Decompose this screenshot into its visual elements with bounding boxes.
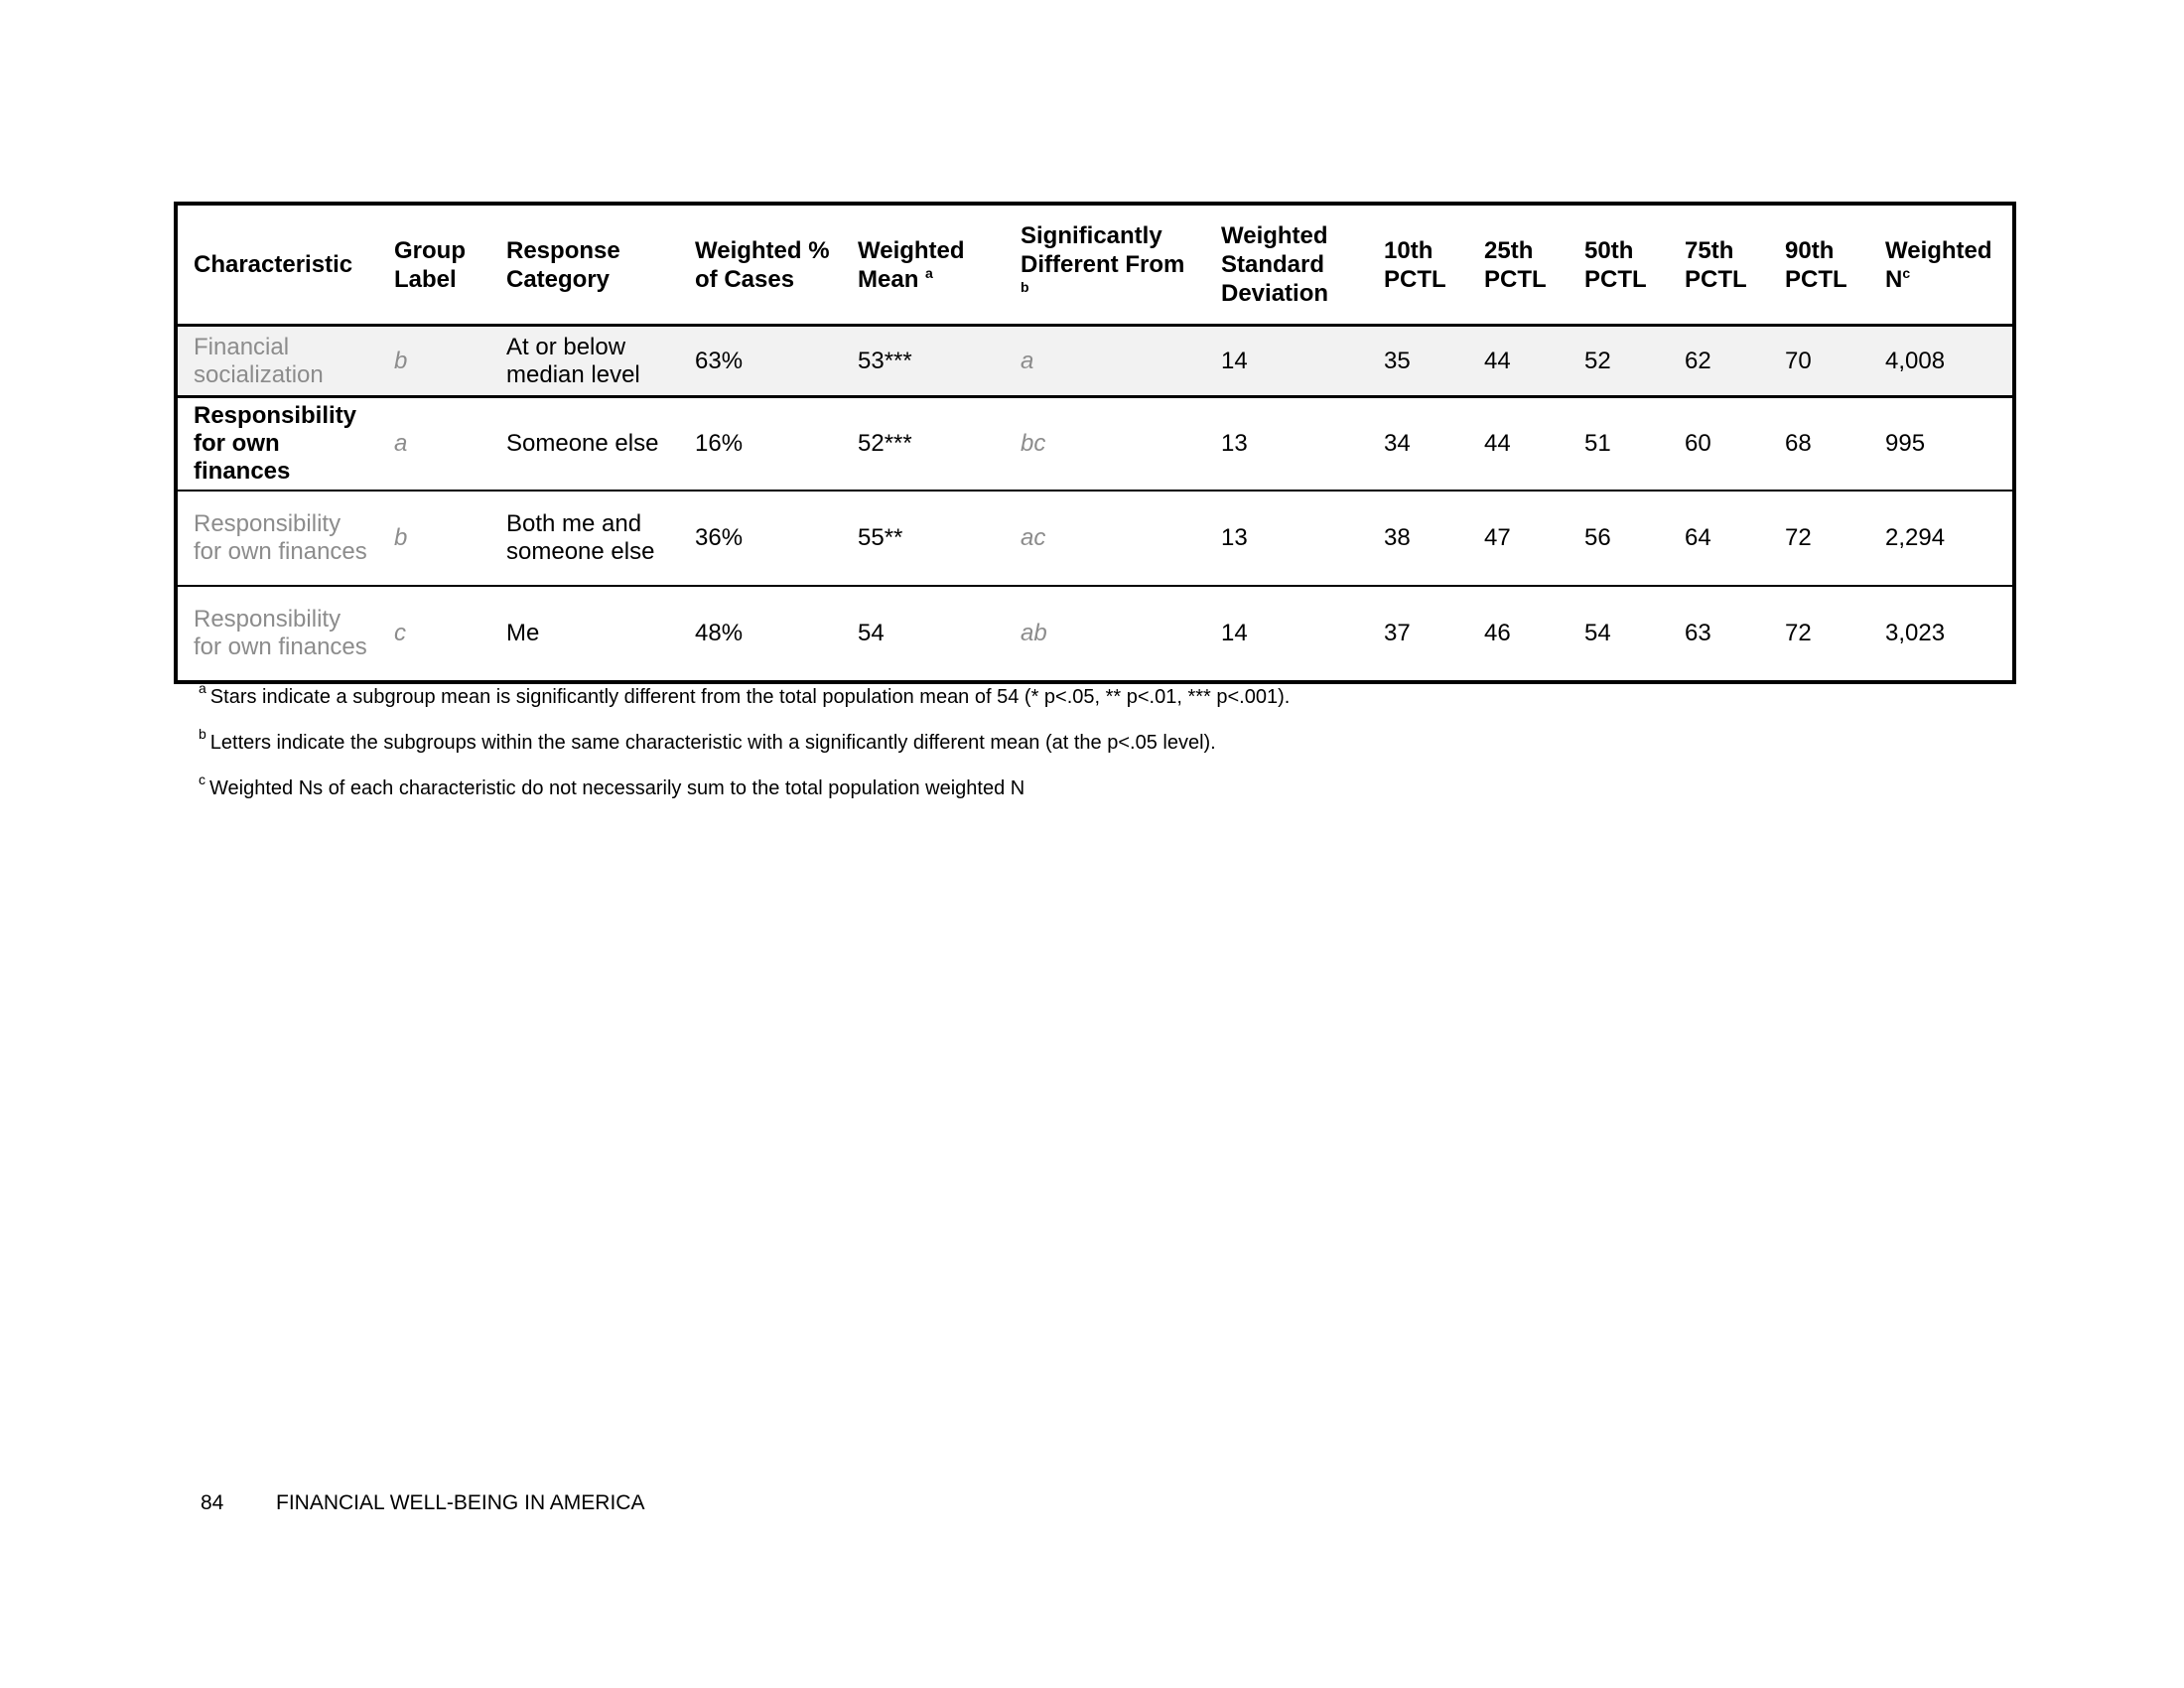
cell-weighted-standard-deviation: 14 bbox=[1205, 326, 1368, 397]
cell-weighted-mean: 52*** bbox=[842, 397, 1005, 492]
cell-10th-pctl: 37 bbox=[1384, 620, 1411, 646]
header-10th-pctl: 10th PCTL bbox=[1368, 206, 1468, 326]
cell-weighted-pct-cases: 48% bbox=[695, 620, 744, 646]
footnote-marker-b: b bbox=[1021, 279, 1029, 295]
table-row bbox=[178, 326, 2012, 397]
header-group-label: Group Label bbox=[378, 206, 490, 326]
cell-25th-pctl: 47 bbox=[1468, 491, 1569, 586]
cell-weighted-pct-cases: 63% bbox=[679, 326, 842, 397]
cell-50th-pctl: 54 bbox=[1584, 620, 1611, 646]
cell-characteristic: Responsibility for own finances bbox=[178, 397, 378, 492]
cell-response-category: At or below median level bbox=[490, 326, 679, 397]
header-90th-pctl: 90th PCTL bbox=[1769, 206, 1869, 326]
cell-group-label: b bbox=[378, 491, 490, 586]
table-row bbox=[178, 586, 2012, 680]
cell-weighted-pct-cases: 36% bbox=[679, 491, 842, 586]
results-table bbox=[178, 206, 2012, 680]
header-characteristic: Characteristic bbox=[178, 206, 378, 326]
cell-25th-pctl: 44 bbox=[1468, 397, 1569, 492]
header-weighted-mean: Weighted Mean $^a$ bbox=[842, 206, 1005, 326]
table-header-row bbox=[178, 206, 2012, 326]
cell-weighted-n: 3,023 bbox=[1885, 620, 1946, 646]
cell-25th-pctl: 44 bbox=[1468, 326, 1569, 397]
header-75th-pctl: 75th PCTL bbox=[1669, 206, 1769, 326]
header-weighted-standard-deviation: Weighted Standard Deviation bbox=[1205, 206, 1368, 326]
cell-weighted-n: 2,294 bbox=[1869, 491, 2012, 586]
cell-significantly-different-from: ac bbox=[1005, 491, 1205, 586]
header-significantly-different-from: Significantly Different From $^b$ bbox=[1005, 206, 1205, 326]
footnotes bbox=[199, 680, 1985, 822]
cell-weighted-mean: 55** bbox=[842, 491, 1005, 586]
cell-response-category: Both me and someone else bbox=[490, 491, 679, 586]
cell-90th-pctl: 68 bbox=[1769, 397, 1869, 492]
cell-significantly-different-from: a bbox=[1005, 326, 1205, 397]
footnote-a bbox=[199, 680, 1985, 709]
cell-characteristic: Financial socialization bbox=[178, 326, 378, 397]
header-weighted-n: Weighted $N^c$ bbox=[1869, 206, 2012, 326]
cell-50th-pctl: 56 bbox=[1569, 491, 1669, 586]
cell-group-label: b bbox=[378, 326, 490, 397]
page-footer bbox=[201, 1491, 644, 1515]
footnote-text: Letters indicate the subgroups within the same characteristic with a significantly different mean (at the p<.05 level). bbox=[209, 732, 1216, 754]
cell-significantly-different-from: ab bbox=[1021, 620, 1047, 646]
cell-response-category: Me bbox=[506, 620, 540, 646]
cell-group-label: c bbox=[394, 620, 406, 646]
cell-90th-pctl: 72 bbox=[1769, 491, 1869, 586]
header-response-category: Response Category bbox=[490, 206, 679, 326]
cell-50th-pctl: 52 bbox=[1569, 326, 1669, 397]
page-number: 84 bbox=[201, 1491, 224, 1514]
table-row bbox=[178, 491, 2012, 586]
footnote-marker-a: a bbox=[925, 264, 933, 281]
cell-weighted-mean: 53*** bbox=[842, 326, 1005, 397]
header-50th-pctl: 50th PCTL bbox=[1569, 206, 1669, 326]
table-row bbox=[178, 397, 2012, 492]
cell-10th-pctl: 35 bbox=[1368, 326, 1468, 397]
header-25th-pctl: 25th PCTL bbox=[1468, 206, 1569, 326]
footnote-marker-c: c bbox=[1902, 264, 1911, 281]
cell-90th-pctl: 70 bbox=[1769, 326, 1869, 397]
cell-25th-pctl: 46 bbox=[1484, 620, 1511, 646]
cell-10th-pctl: 38 bbox=[1368, 491, 1468, 586]
cell-weighted-standard-deviation: 14 bbox=[1221, 620, 1248, 646]
footnote-c bbox=[199, 772, 1985, 800]
cell-90th-pctl: 72 bbox=[1785, 620, 1812, 646]
cell-response-category: Someone else bbox=[490, 397, 679, 492]
footnote-marker: a bbox=[199, 680, 206, 696]
results-table-frame bbox=[174, 202, 2016, 684]
cell-weighted-standard-deviation: 13 bbox=[1205, 491, 1368, 586]
footnote-marker: b bbox=[199, 726, 206, 742]
footnote-text: Stars indicate a subgroup mean is significantly different from the total population mean of 54 (* p<.05, ** p<.01, *** p<.001). bbox=[209, 686, 1291, 708]
cell-75th-pctl: 63 bbox=[1685, 620, 1711, 646]
footnote-b bbox=[199, 726, 1985, 755]
cell-10th-pctl: 34 bbox=[1368, 397, 1468, 492]
cell-characteristic: Responsibility for own finances bbox=[194, 606, 367, 660]
cell-group-label: a bbox=[378, 397, 490, 492]
cell-50th-pctl: 51 bbox=[1569, 397, 1669, 492]
cell-weighted-mean: 54 bbox=[858, 620, 885, 646]
cell-weighted-n: 4,008 bbox=[1869, 326, 2012, 397]
cell-characteristic: Responsibility for own finances bbox=[178, 491, 378, 586]
header-weighted-pct-cases: Weighted % of Cases bbox=[679, 206, 842, 326]
cell-75th-pctl: 62 bbox=[1669, 326, 1769, 397]
cell-weighted-n: 995 bbox=[1869, 397, 2012, 492]
cell-weighted-pct-cases: 16% bbox=[679, 397, 842, 492]
footnote-marker: c bbox=[199, 772, 205, 787]
cell-significantly-different-from: bc bbox=[1005, 397, 1205, 492]
cell-75th-pctl: 60 bbox=[1669, 397, 1769, 492]
cell-75th-pctl: 64 bbox=[1669, 491, 1769, 586]
cell-weighted-standard-deviation: 13 bbox=[1205, 397, 1368, 492]
publication-title: FINANCIAL WELL-BEING IN AMERICA bbox=[276, 1491, 645, 1514]
footnote-text: Weighted Ns of each characteristic do not necessarily sum to the total population weighted N bbox=[209, 777, 1025, 799]
